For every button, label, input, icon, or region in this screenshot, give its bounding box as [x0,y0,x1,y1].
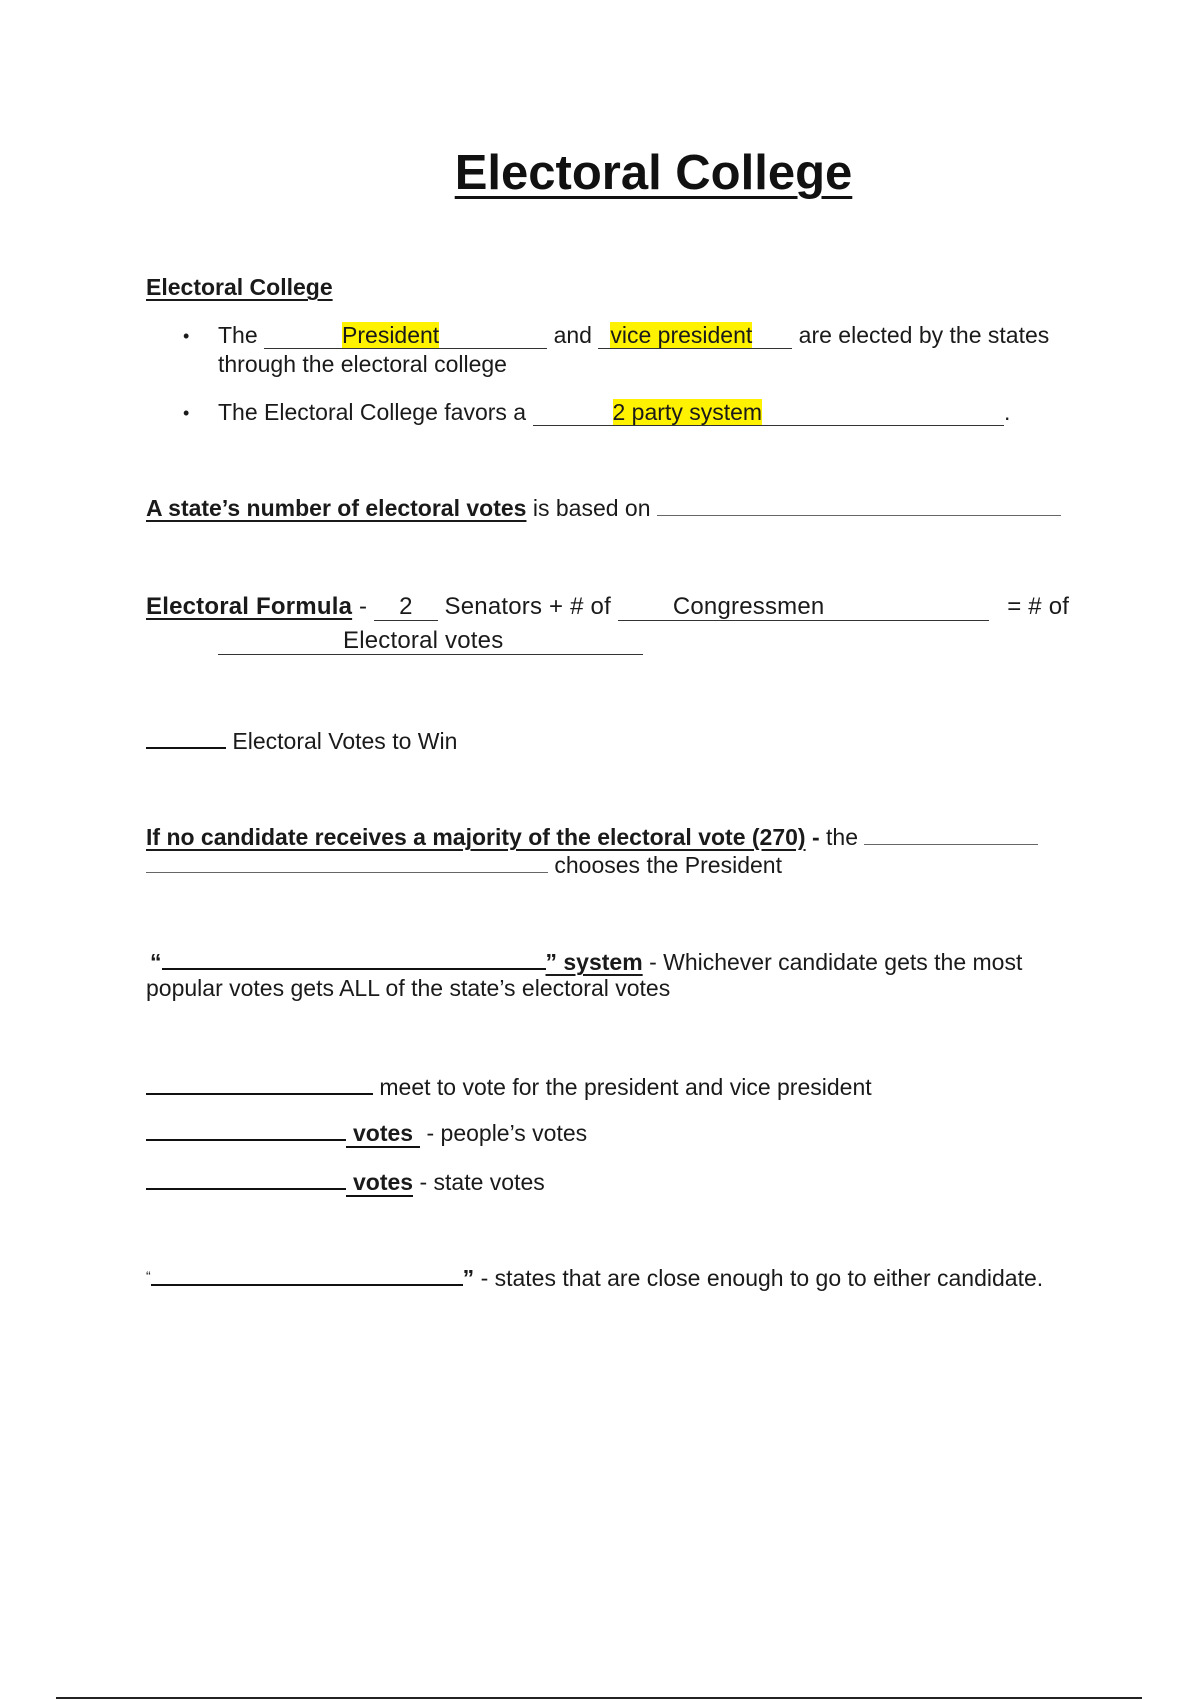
bullet1-mid: and [553,322,592,348]
bottom-rule [56,1697,1142,1699]
majority-text: the [826,824,859,850]
swing-line [146,1262,1043,1292]
majority-blank[interactable] [864,822,1038,845]
meet-blank[interactable] [146,1071,373,1095]
party-system-answer: 2 party system [612,399,763,425]
meet-text: meet to vote for the president and vice president [379,1074,872,1100]
system-text: - Whichever candidate gets the most [649,949,1023,975]
majority-blank-cont[interactable] [146,850,548,873]
electoral-votes-value: Electoral votes [343,627,504,654]
electoral-votes-text: - state votes [419,1169,545,1195]
senators-value: 2 [399,593,413,620]
formula-equals: = # of [1007,593,1070,620]
electoral-votes-blank2[interactable] [146,1166,346,1190]
electoral-votes-blank[interactable] [218,627,643,655]
system-open-quote: “ [150,949,162,975]
majority-dash: - [811,824,820,850]
state-votes-line [146,493,1061,522]
votes-to-win-line [146,725,457,755]
electoral-votes-line [146,1166,545,1196]
bullet-dot: • [183,403,190,423]
page-title: Electoral College [454,146,853,200]
system-cont: popular votes gets ALL of the state’s electoral votes [146,975,671,1001]
majority-line [146,822,1038,851]
meet-line [146,1071,872,1101]
vice-president-answer: vice president [610,322,753,348]
system-label: ” system [545,949,643,975]
majority-cont: chooses the President [554,852,782,878]
votes-to-win-text: Electoral Votes to Win [232,728,458,754]
popular-votes-line [146,1117,587,1147]
state-votes-blank[interactable] [657,493,1061,516]
state-votes-label: A state’s number of electoral votes [146,495,527,521]
formula-label: Electoral Formula [146,593,353,620]
bullet1-post: are elected by the states [798,322,1050,348]
bullet-dot: • [183,326,190,346]
swing-blank[interactable] [151,1262,463,1286]
section-heading: Electoral College [146,274,333,300]
congressmen-blank[interactable] [618,593,990,621]
system-line [150,946,1022,976]
bullet2-end: . [1004,399,1011,425]
formula-dash: - [359,593,368,620]
president-blank[interactable] [264,322,547,349]
system-blank[interactable] [162,946,546,970]
electoral-votes-label: votes [346,1169,413,1197]
bullet2-pre: The Electoral College favors a [218,399,527,425]
swing-text: - states that are close enough to go to either candidate. [480,1265,1044,1291]
swing-open-quote: “ [146,1268,151,1284]
senators-text: Senators + # of [444,593,611,620]
popular-votes-text: - people’s votes [426,1120,588,1146]
majority-cont-line [146,850,782,879]
formula-line [146,593,1069,621]
party-system-blank[interactable] [533,399,1005,426]
bullet1-pre: The [218,322,258,348]
congressmen-value: Congressmen [672,593,825,620]
vice-president-blank[interactable] [598,322,792,349]
swing-close-quote: ” [462,1265,475,1291]
bullet-president-line [218,321,1049,349]
popular-votes-label: votes [346,1120,420,1148]
votes-to-win-blank[interactable] [146,725,226,749]
popular-votes-blank[interactable] [146,1117,346,1141]
formula-cont [218,627,643,655]
senators-blank[interactable] [374,593,438,621]
state-votes-text: is based on [532,495,651,521]
majority-label: If no candidate receives a majority of the electoral vote (270) [146,824,806,850]
bullet-party-line [218,398,1010,426]
president-answer: President [342,322,440,348]
bullet1-cont: through the electoral college [218,351,507,377]
